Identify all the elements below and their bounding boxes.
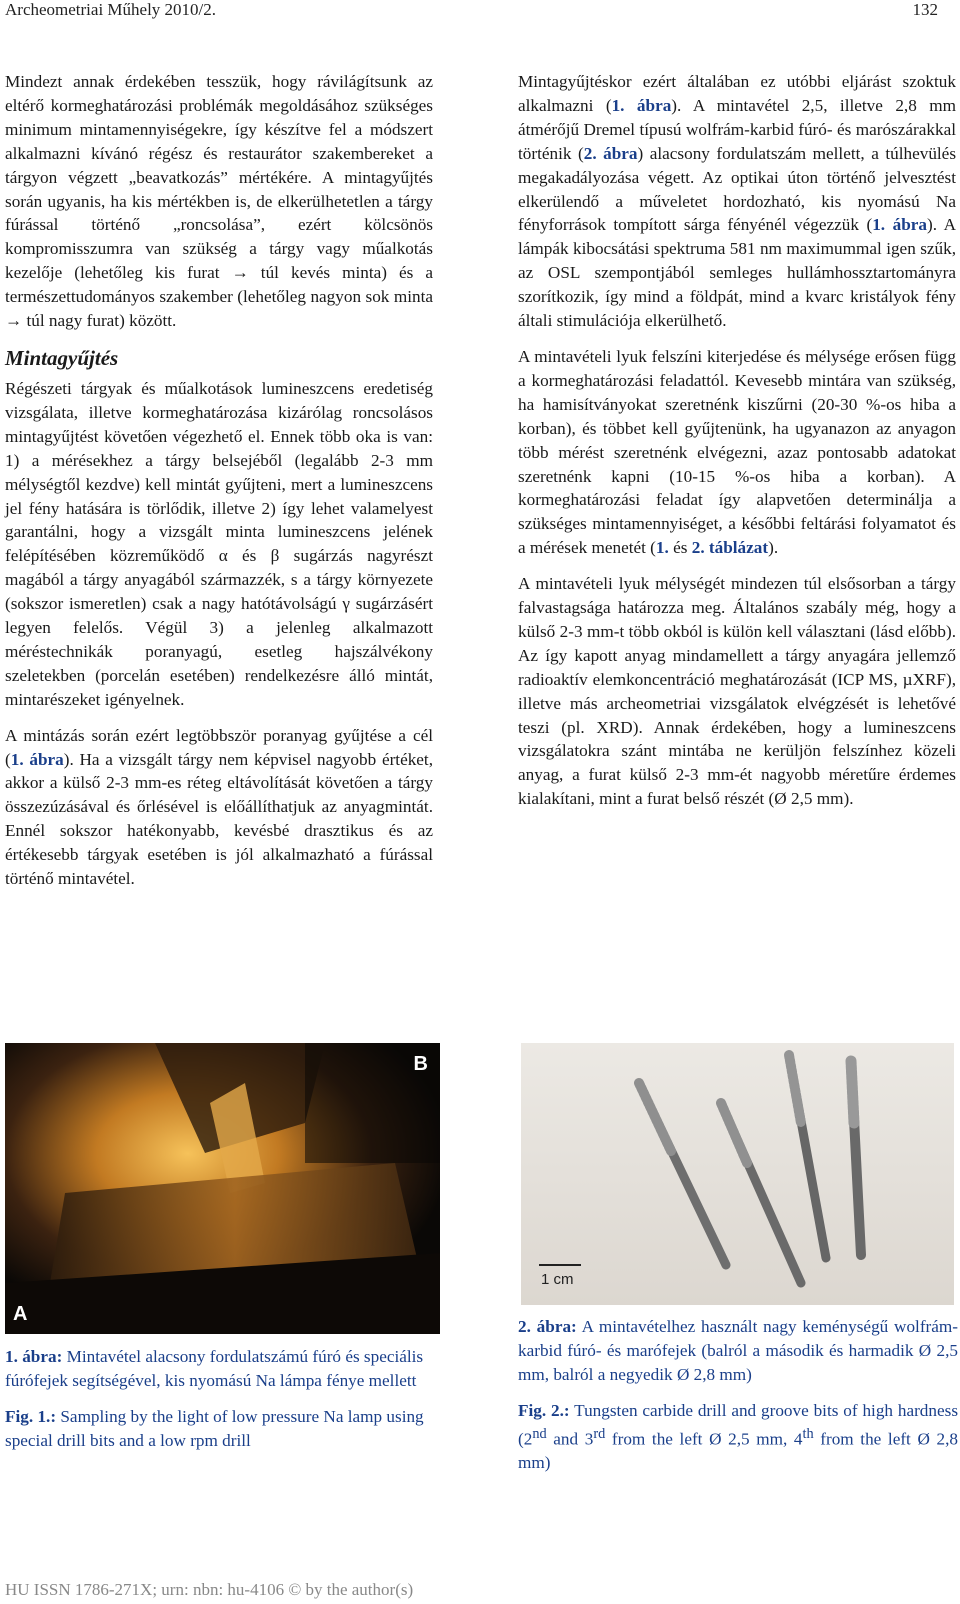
figure-2-caption <box>518 1315 958 1487</box>
superscript: th <box>802 1425 814 1442</box>
drill-bit-4 <box>851 1061 861 1255</box>
figure-link[interactable]: 2. ábra <box>583 143 638 163</box>
figure-link[interactable]: 1. ábra <box>611 95 672 115</box>
caption-text: A mintavételhez használt nagy keménységű wolfrám-karbid fúró- és marófejek (balról a második és harmadik Ø 2,5 mm, balról a negyedik Ø 2,8 mm) <box>518 1317 958 1384</box>
caption-hungarian <box>5 1345 443 1393</box>
caption-english <box>5 1405 443 1453</box>
superscript: nd <box>532 1425 547 1442</box>
journal-title: Archeometriai Műhely 2010/2. <box>5 0 217 19</box>
paragraph: Régészeti tárgyak és műalkotások lumineszcens eredetiség vizsgálata, illetve kormeghatározása kizárólag roncsolásos mintagyűjtést követően végezhető el. Ennek több oka is van: 1) a mérésekhez a tárgy belsejéből (legalább 2-3 mm mélységtől kezdve) kell mintát gyűjteni, mert a lumineszcens jel fény hatására is törlődik, illetve 2) így lehet valamelyest garantálni, hogy a vizsgált minta lumineszcens jelének felépítésében közreműködő α és β sugárzás nagyrészt magából a tárgy anyagából származzék, s a tárgy környezete (sokszor ismeretlen) csak a nagy hatótávolságú γ sugárzásért legyen felelős. Végül 3) a jelenleg alkalmazott méréstechnikák poranyagú, esetleg hajszálvékony szeletekben (porcelán esetében) rendelkezésre álló mintát, mintarészeket igényelnek. <box>5 378 433 709</box>
panel-label-b: B <box>413 1053 428 1075</box>
text-run: ). Ha a vizsgált tárgy nem képvisel nagyobb értéket, akkor a külső 2-3 mm-es réteg eltávolítását követően a tárgy összezúzásával és őrlésével is előállíthatjuk az anyagmintát. Ennél sokszor hatékonyabb, kevésbé drasztikus és az értékesebb tárgyak esetében is jól alkalmazható a fúrással történő mintavétel. <box>5 749 434 889</box>
table-link[interactable]: 1. <box>655 538 669 558</box>
scale-label: 1 cm <box>541 1271 574 1288</box>
text-run: ). A mintavétel 2,5, illetve 2,8 mm átmérőjű Dremel típusú wolfrám-karbid fúró- és marószárakkal történik ( <box>518 95 957 163</box>
paragraph <box>5 724 433 891</box>
panel-label-a: A <box>13 1303 28 1325</box>
caption-hungarian <box>518 1315 958 1387</box>
text-run: és <box>668 538 692 558</box>
text-run: ). <box>768 538 779 558</box>
figure-2-photo <box>521 1043 954 1305</box>
caption-text: from the left Ø 2,8 mm) <box>518 1429 958 1473</box>
text-run: ). A lámpák kibocsátási spektruma 581 nm maximummal igen szűk, az OSL szempontjából semleges hullámhossztartományra szorítkozik, így mind a földpát, mind a kvarc kristályok fény általi stimulációja elkerülhető. <box>518 215 957 331</box>
caption-label: 1. ábra: <box>5 1347 63 1366</box>
superscript: rd <box>593 1425 606 1442</box>
drill-bit-2 <box>721 1103 801 1283</box>
page-footer: HU ISSN 1786-271X; urn: nbn: hu-4106 © by the author(s) <box>5 1580 414 1599</box>
paragraph: Mindezt annak érdekében tesszük, hogy rávilágítsunk az eltérő kormeghatározási problémák megoldásához szükséges minimum mintamennyiségekre, így készítve fel a módszert alkalmazni kívánó régész és restaurátor szakembereket a tárgyon végzett „beavatkozás” mértékére. A mintagyűjtés során ugyanis, ha kis mértékben is, de elkerülhetetlen a tárgy fúrással történő „roncsolása”, ezért kölcsönös kompromisszumra van szükség a tárgy vagy műalkotás kezelője (lehetőleg kis furat → túl kevés minta) és a természettudományos szakember (lehetőleg nagyon sok minta → túl nagy furat) között. <box>5 72 433 331</box>
page-header <box>5 0 938 22</box>
caption-text: Tungsten carbide drill and groove bits of high hardness (2 <box>518 1400 959 1449</box>
caption-english <box>518 1399 958 1475</box>
text-run: A mintavételi lyuk felszíni kiterjedése és mélysége erősen függ a kormeghatározási feladattól. Kevesebb mintára van szükség, ha hamisítványokat szeretnénk kiszűrni (20-30 %-os hiba a korban), és többet kell gyűjtenünk, ha ugyanazon az anyagon több mérést szeretnénk elvégezni, azaz pontosabb adatokat szeretnénk kapni (10-15 %-os hiba a korban). A kormeghatározási feladat így alapvetően determinálja a szükséges mintamennyiséget, a későbbi feltárási folyamatot és a mérések menetét ( <box>518 346 956 558</box>
caption-label: Fig. 1.: <box>5 1406 57 1426</box>
caption-text: from the left Ø 2,5 mm, 4 <box>605 1429 803 1449</box>
table-link[interactable]: 2. táblázat <box>691 538 769 558</box>
figure-link[interactable]: 1. ábra <box>872 215 927 235</box>
paragraph: A mintavételi lyuk mélységét mindezen túl elsősorban a tárgy falvastagsága határozza meg. Általános szabály még, hogy a külső 2-3 mm-t több okból is külön kell választani (lásd előbb). Az így kapott anyag mindamellett a tárgy anyagára jellemző radioaktív elemkoncentráció meghatározását (ICP MS, µXRF), illetve más archeometriai vizsgálatok elvégzését is lehetővé teszi (pl. XRD). Annak érdekében, hogy a lumineszcens vizsgálatokra szánt mintába ne kerüljön felszínhez közeli anyag, a furat külső 2-3 mm-ét nagyobb méretűre érdemes kialakítani, mint a furat belső részét (Ø 2,5 mm). <box>518 574 956 809</box>
section-title: Mintagyűjtés <box>5 345 119 370</box>
drilling-photo-illustration <box>5 1043 440 1334</box>
drill-bit-1 <box>639 1083 726 1265</box>
figure-1-caption <box>5 1345 443 1465</box>
caption-label: 2. ábra: <box>518 1317 577 1336</box>
text-run: ) alacsony fordulatszám mellett, a túlhevülés megakadályozása végett. Az optikai úton történő jelvesztést elkerülendő a műveletet hordozható, kis nyomású Na fényforrások tompított sárga fényénél végezzük ( <box>518 143 957 235</box>
paragraph <box>518 345 956 560</box>
left-column <box>5 70 433 903</box>
caption-label: Fig. 2.: <box>518 1400 570 1420</box>
caption-text: Sampling by the light of low pressure Na lamp using special drill bits and a low rpm drill <box>5 1406 424 1450</box>
figure-1-photo <box>5 1043 440 1334</box>
page-number: 132 <box>912 0 938 19</box>
drill-bits-illustration <box>521 1043 954 1305</box>
drill-bit-3 <box>789 1055 826 1258</box>
caption-text: Mintavétel alacsony fordulatszámú fúró és speciális fúrófejek segítségével, kis nyomású Na lámpa fénye mellett <box>5 1347 424 1390</box>
paragraph <box>518 70 956 333</box>
text-run: A mintázás során ezért legtöbbször poranyag gyűjtése a cél ( <box>5 725 433 769</box>
figure-link[interactable]: 1. ábra <box>10 749 64 769</box>
caption-text: and 3 <box>546 1429 594 1449</box>
right-column <box>518 70 956 823</box>
text-run: Mintagyűjtéskor ezért általában ez utóbbi eljárást szoktuk alkalmazni ( <box>518 72 956 115</box>
